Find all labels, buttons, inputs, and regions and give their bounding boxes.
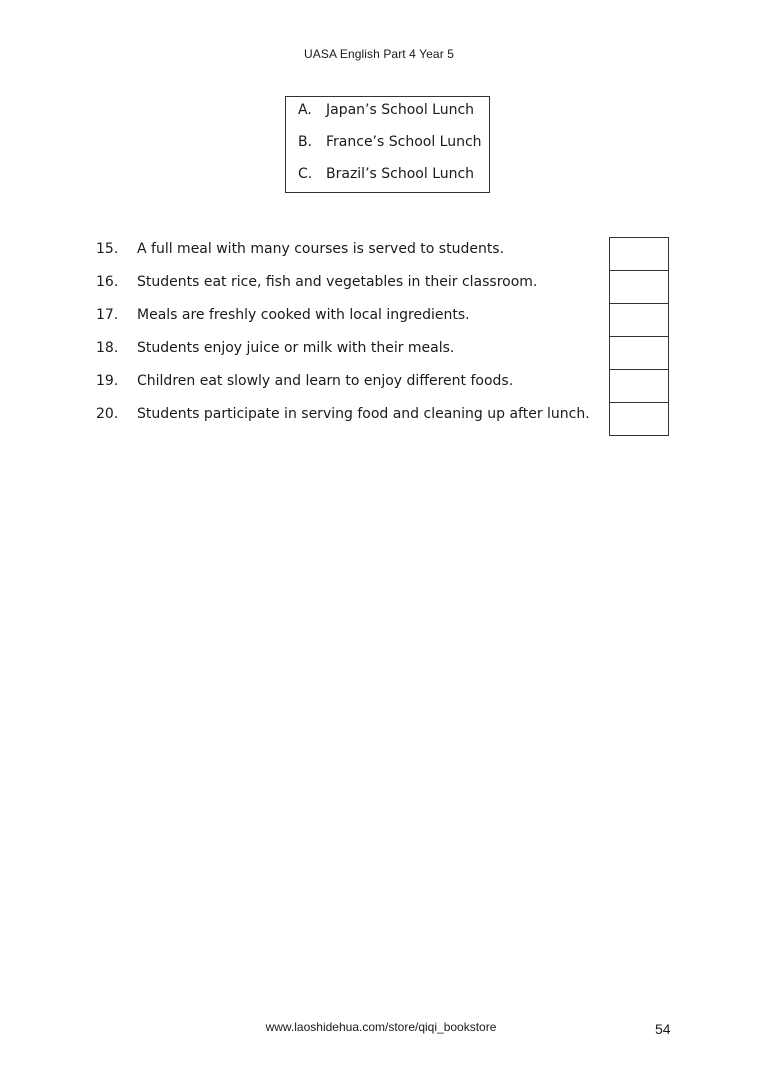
question-number: 18.	[96, 340, 119, 356]
question-text: Meals are freshly cooked with local ingredients.	[137, 307, 470, 323]
question-text: Students enjoy juice or milk with their meals.	[137, 340, 455, 356]
question-text: Children eat slowly and learn to enjoy different foods.	[137, 373, 514, 389]
footer-url: www.laoshidehua.com/store/qiqi_bookstore	[265, 1020, 497, 1034]
option-label: Brazil’s School Lunch	[326, 166, 475, 182]
answer-box-18[interactable]	[609, 336, 669, 370]
answer-box-19[interactable]	[609, 369, 669, 403]
option-label: France’s School Lunch	[326, 134, 482, 150]
option-label: Japan’s School Lunch	[326, 102, 475, 118]
page-header: UASA English Part 4 Year 5	[303, 47, 455, 61]
question-number: 16.	[96, 274, 119, 290]
answer-box-15[interactable]	[609, 237, 669, 271]
answer-box-17[interactable]	[609, 303, 669, 337]
answer-box-16[interactable]	[609, 270, 669, 304]
option-letter: C.	[298, 166, 313, 182]
options-box	[285, 96, 490, 193]
question-number: 15.	[96, 241, 119, 257]
question-number: 19.	[96, 373, 119, 389]
option-letter: A.	[298, 102, 312, 118]
question-number: 17.	[96, 307, 119, 323]
question-text: Students eat rice, fish and vegetables in their classroom.	[137, 274, 538, 290]
question-text: Students participate in serving food and cleaning up after lunch.	[137, 406, 590, 422]
question-number: 20.	[96, 406, 119, 422]
option-c	[298, 166, 474, 182]
option-letter: B.	[298, 134, 313, 150]
page-number: 54	[655, 1021, 671, 1037]
question-text: A full meal with many courses is served to students.	[137, 241, 505, 257]
option-a	[298, 102, 474, 118]
answer-box-20[interactable]	[609, 402, 669, 436]
option-b	[298, 134, 482, 150]
